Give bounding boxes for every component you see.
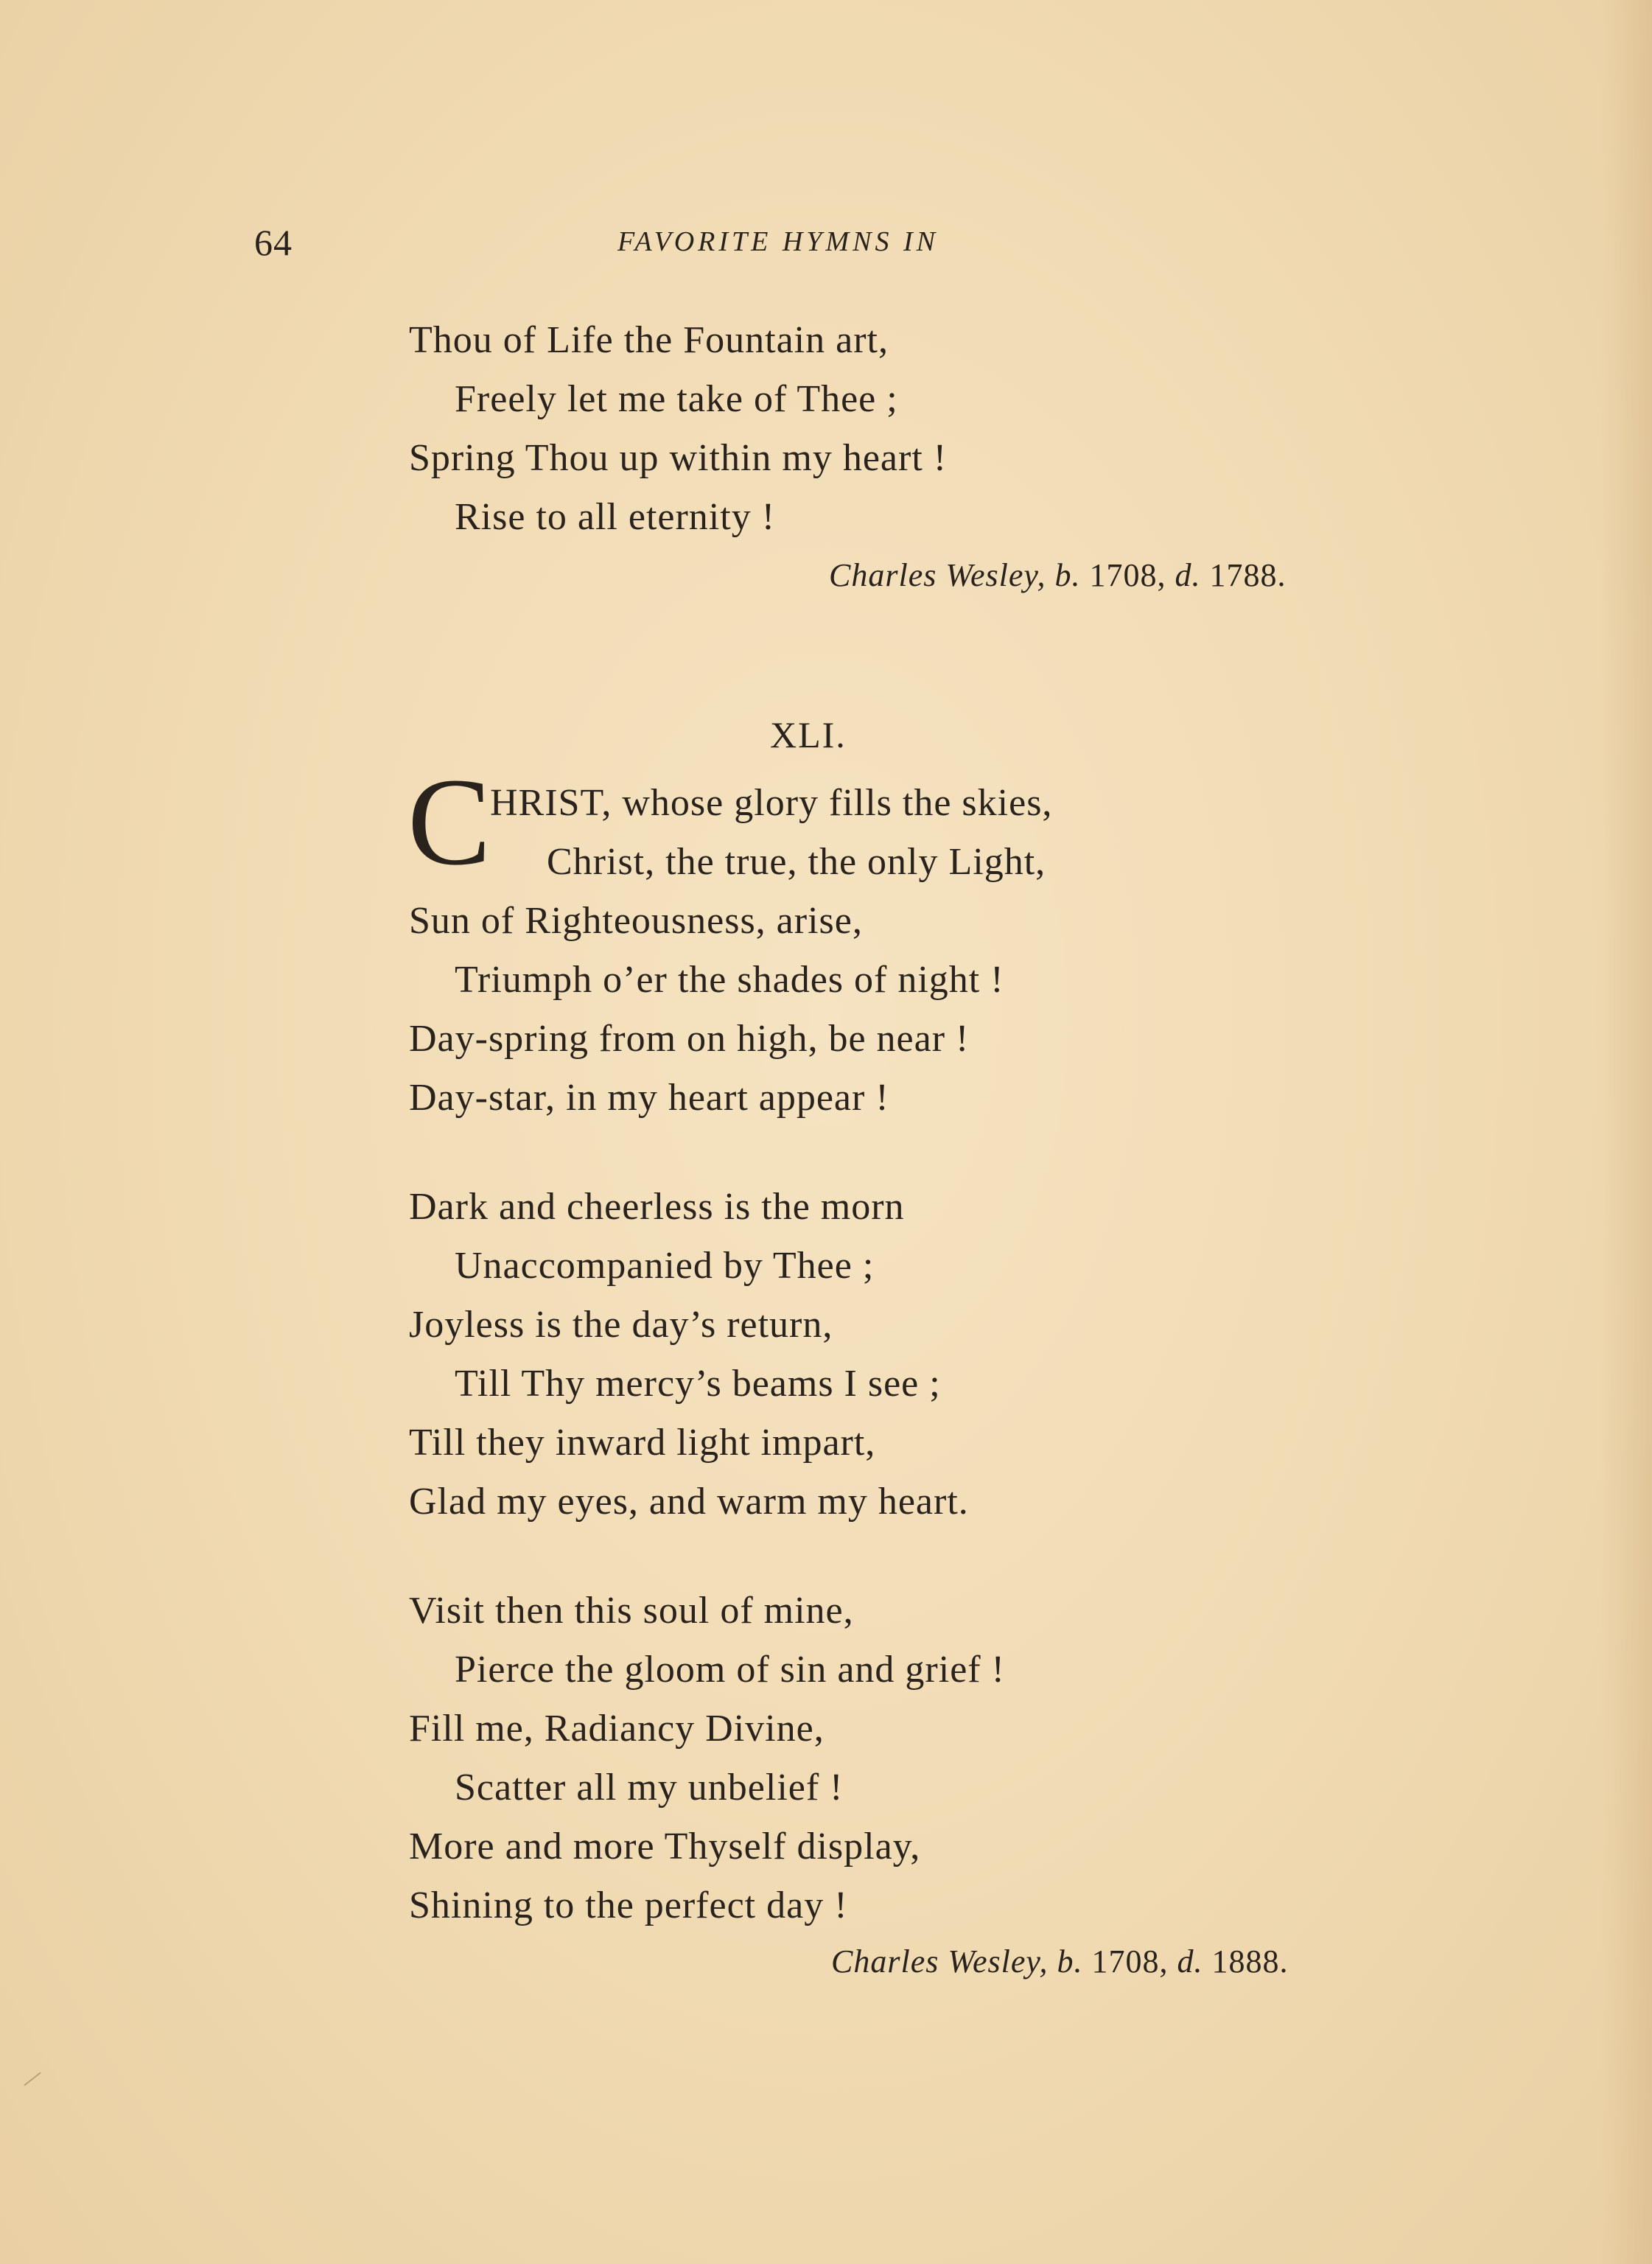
attribution: [829, 556, 1286, 594]
author-name: Charles Wesley,: [831, 1943, 1049, 1980]
verse-line: Dark and cheerless is the morn: [409, 1186, 905, 1228]
verse-line: Day-star, in my heart appear !: [409, 1077, 889, 1119]
verse-line: More and more Thyself display,: [409, 1825, 921, 1868]
running-title: FAVORITE HYMNS IN: [617, 226, 939, 257]
born-label: b.: [1054, 557, 1081, 593]
verse-line: Rise to all eternity !: [455, 496, 776, 538]
drop-cap: C: [407, 752, 491, 891]
page-number: 64: [254, 222, 293, 263]
born-label: b.: [1057, 1943, 1083, 1980]
hymn-number-heading: XLI.: [770, 714, 847, 755]
paper-blemish: [24, 2072, 41, 2086]
died-year: 1788.: [1209, 557, 1287, 593]
verse-line: Triumph o’er the shades of night !: [455, 959, 1004, 1001]
died-label: d.: [1177, 1943, 1203, 1980]
attribution: [831, 1943, 1288, 1980]
verse-line: Till they inward light impart,: [409, 1422, 876, 1464]
verse-line: Visit then this soul of mine,: [409, 1590, 854, 1632]
verse-line: Thou of Life the Fountain art,: [409, 319, 889, 361]
verse-line: Fill me, Radiancy Divine,: [409, 1708, 825, 1750]
verse-line: Joyless is the day’s return,: [409, 1304, 833, 1346]
verse-line: Glad my eyes, and warm my heart.: [409, 1481, 969, 1523]
verse-line: Pierce the gloom of sin and grief !: [455, 1649, 1005, 1691]
author-name: Charles Wesley,: [829, 557, 1046, 593]
verse-line: Shining to the perfect day !: [409, 1884, 848, 1926]
verse-line: Sun of Righteousness, arise,: [409, 900, 863, 942]
page-edge-shadow: [1600, 0, 1652, 2264]
verse-line: Spring Thou up within my heart !: [409, 437, 948, 479]
verse-line: Unaccompanied by Thee ;: [455, 1245, 875, 1287]
born-year: 1708,: [1091, 1943, 1169, 1980]
died-label: d.: [1175, 557, 1201, 593]
born-year: 1708,: [1089, 557, 1166, 593]
died-year: 1888.: [1211, 1943, 1289, 1980]
page-header: [0, 221, 1652, 273]
verse-line: Freely let me take of Thee ;: [455, 378, 898, 420]
verse-line: HRIST, whose glory fills the skies,: [490, 782, 1053, 824]
verse-line: Day-spring from on high, be near !: [409, 1018, 970, 1060]
verse-line: Scatter all my unbelief !: [455, 1767, 844, 1809]
verse-line: Christ, the true, the only Light,: [547, 841, 1046, 883]
verse-line: Till Thy mercy’s beams I see ;: [455, 1363, 941, 1405]
